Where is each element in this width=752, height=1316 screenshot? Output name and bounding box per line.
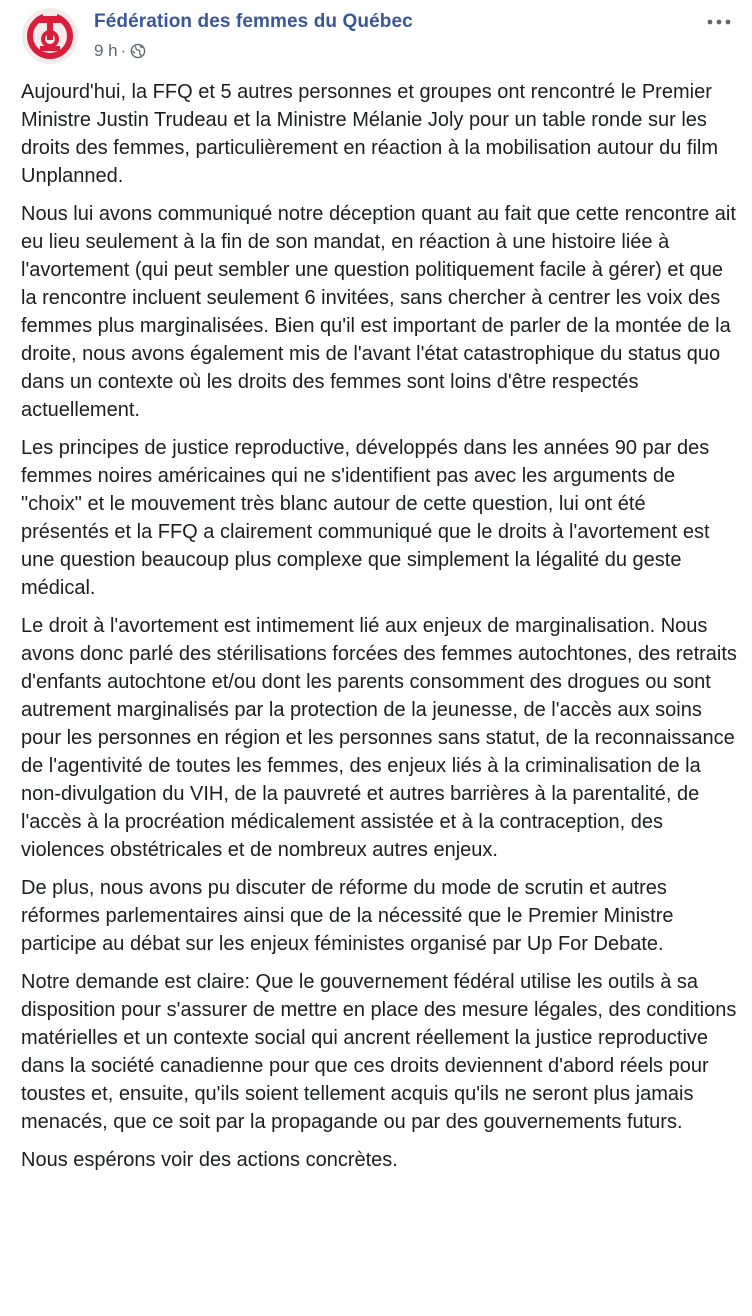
post-paragraph: Les principes de justice reproductive, développés dans les années 90 par des femmes noires américaines qui ne s'identifient pas avec les arguments de "choix" et le mouvement très blanc autour de cette question, lui ont été présentés et la FFQ a clairement communiqué que le droits à l'avortement est une question beaucoup plus complexe que simplement la légalité du geste médical. <box>21 437 710 599</box>
meta-separator: · <box>120 41 127 60</box>
post-meta <box>94 40 146 62</box>
page-avatar[interactable] <box>22 8 78 64</box>
post-paragraph: Notre demande est claire: Que le gouvernement fédéral utilise les outils à sa disposition pour s'assurer de mettre en place des mesure légales, des conditions matérielles et un contexte social qui ancrent réellement la justice reproductive dans la société canadienne pour que ces droits deviennent d'abord réels pour toustes et, ensuite, qu'ils soient tellement acquis qu'ils ne seront plus jamais menacés, que ce soit par la propagande ou par des gouvernements futurs. <box>21 971 737 1133</box>
post-paragraph: Nous lui avons communiqué notre déception quant au fait que cette rencontre ait eu lieu seulement à la fin de son mandat, en réaction à une histoire liée à l'avortement (qui peut sembler une question politiquement facile à gérer) et que la rencontre incluent seulement 6 invitées, sans chercher à centrer les voix des femmes plus marginalisées. Bien qu'il est important de parler de la montée de la droite, nous avons également mis de l'avant l'état catastrophique du status quo dans un contexte où les droits des femmes sont loins d'être respectés actuellement. <box>21 203 736 421</box>
more-options-icon <box>706 12 732 32</box>
globe-icon[interactable] <box>130 43 146 59</box>
post-paragraph: Le droit à l'avortement est intimement lié aux enjeux de marginalisation. Nous avons donc parlé des stérilisations forcées des femmes autochtones, des retraits d'enfants autochtone et/ou dont les parents consomment des drogues ou sont autrement marginalisés par la protection de la jeunesse, de l'accès aux soins pour les personnes en région et les personnes sans statut, de la reconnaissance de l'agentivité de toutes les femmes, des enjeux liés à la criminalisation de la non-divulgation du VIH, de la pauvreté et autres barrières à la parentalité, de l'accès à la procréation médicalement assistée et à la contraception, des violences obstétricales et de nombreux autres enjeux. <box>21 615 737 861</box>
post-header <box>22 8 732 64</box>
page-name-link[interactable]: Fédération des femmes du Québec <box>94 11 413 32</box>
more-options-button[interactable] <box>706 12 732 32</box>
ffq-logo-icon <box>22 8 78 64</box>
post-paragraph: De plus, nous avons pu discuter de réforme du mode de scrutin et autres réformes parlementaires ainsi que de la nécessité que le Premier Ministre participe au débat sur les enjeux féministes organisé par Up For Debate. <box>21 877 674 955</box>
post-paragraph: Aujourd'hui, la FFQ et 5 autres personnes et groupes ont rencontré le Premier Ministre Justin Trudeau et la Ministre Mélanie Joly pour un table ronde sur les droits des femmes, particulièrement en réaction à la mobilisation autour du film Unplanned. <box>21 81 718 187</box>
post-body <box>21 78 737 1184</box>
post-timestamp[interactable]: 9 h <box>94 41 118 60</box>
post-paragraph: Nous espérons voir des actions concrètes. <box>21 1149 398 1171</box>
